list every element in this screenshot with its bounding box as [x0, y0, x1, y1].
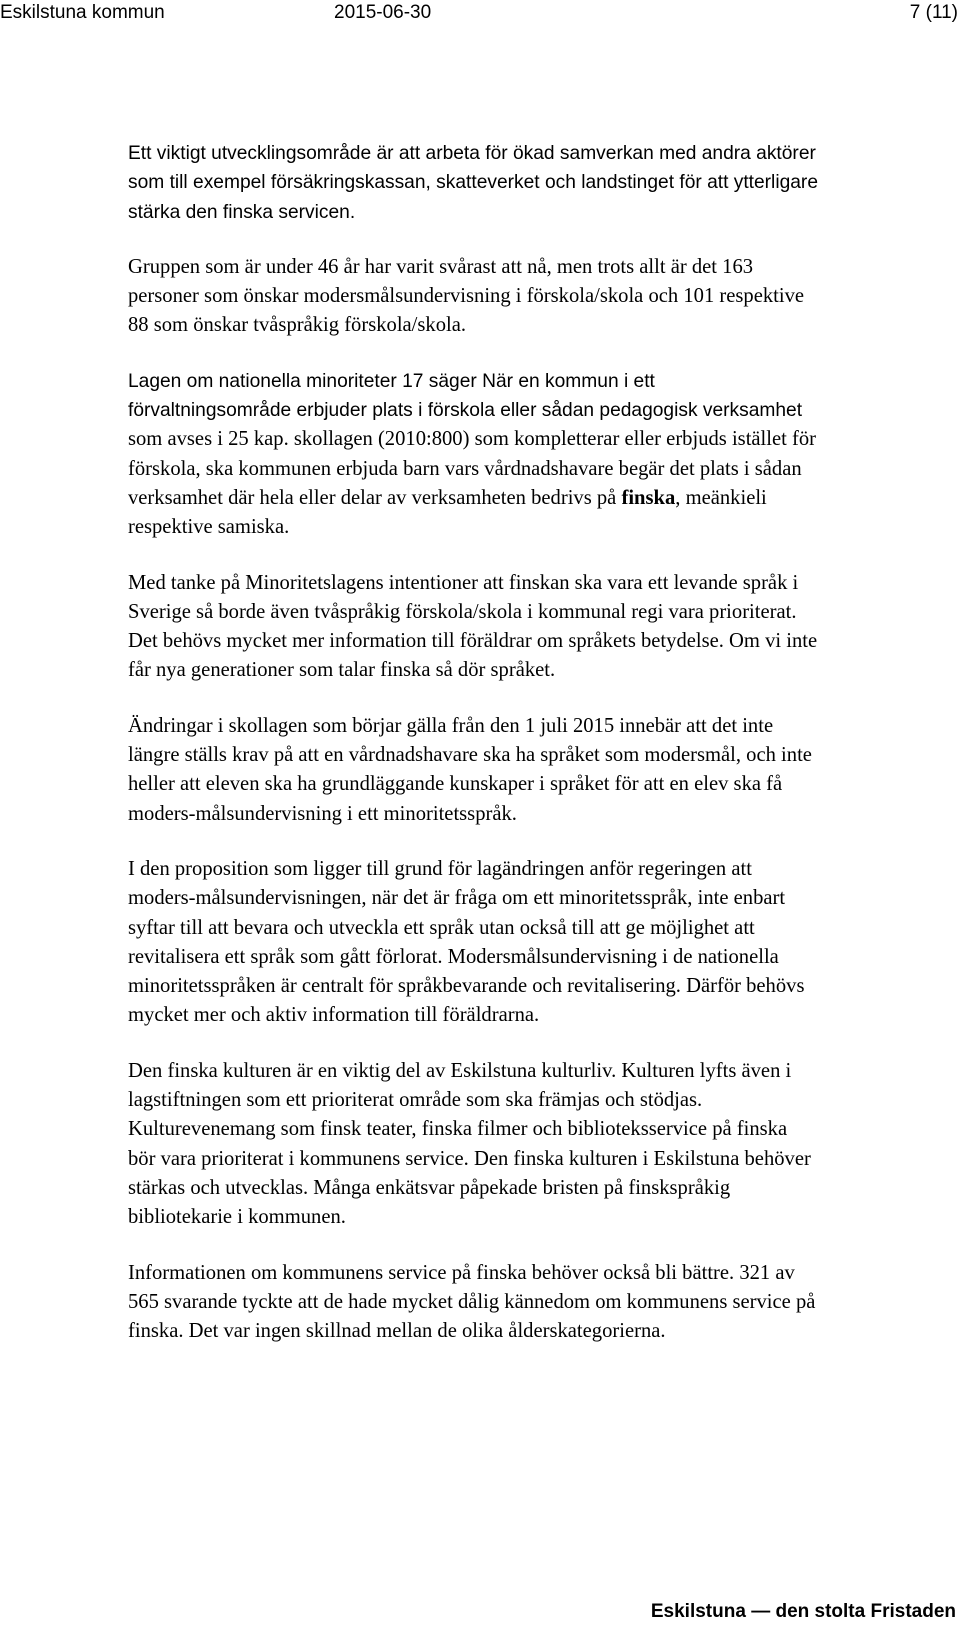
- paragraph-line: 565 svarande tyckte att de hade mycket dålig kännedom om kommunens service på: [128, 1290, 816, 1313]
- paragraph-line: revitalisera ett språk som gått förlorat. Modersmålsundervisning i de nationella: [128, 945, 779, 968]
- paragraph-line: Det behövs mycket mer information till föräldrar om språkets betydelse. Om vi inte: [128, 630, 818, 653]
- paragraph-line: 88 som önskar tvåspråkig förskola/skola.: [128, 314, 467, 337]
- paragraph-line: mycket mer och aktiv information till föräldrarna.: [128, 1004, 540, 1027]
- paragraph-line: syftar till att bevara och utveckla ett språk utan också till att ge möjlighet att: [128, 916, 755, 939]
- paragraph-line: respektive samiska.: [128, 516, 290, 539]
- paragraph-line: som avses i 25 kap. skollagen (2010:800) som kompletterar eller erbjuds istället för: [128, 428, 817, 451]
- paragraph-line-with-bold: [128, 484, 960, 513]
- paragraph-1: [128, 139, 960, 227]
- paragraph-line: Lagen om nationella minoriteter 17 säger När en kommun i ett: [128, 370, 655, 392]
- paragraph-line: I den proposition som ligger till grund för lagändringen anför regeringen att: [128, 857, 752, 880]
- line-tail: , meänkieli: [675, 486, 767, 509]
- paragraph-line: Kulturevenemang som finsk teater, finska filmer och biblioteksservice på finska: [128, 1118, 788, 1141]
- paragraph-line: förskola, ska kommunen erbjuda barn vars vårdnadshavare begär det plats i sådan: [128, 457, 802, 480]
- paragraph-3: [128, 367, 960, 543]
- paragraph-5: [128, 712, 960, 829]
- document-body: [128, 139, 960, 1372]
- paragraph-line: finska. Det var ingen skillnad mellan de olika ålderskategorierna.: [128, 1320, 666, 1343]
- paragraph-line: längre ställs krav på att en vårdnadshavare ska ha språket som modersmål, och inte: [128, 744, 812, 767]
- footer-slogan: Eskilstuna — den stolta Fristaden: [650, 1601, 956, 1622]
- paragraph-line: stärka den finska servicen.: [128, 201, 356, 223]
- paragraph-line: Ändringar i skollagen som börjar gälla från den 1 juli 2015 innebär att det inte: [128, 714, 774, 737]
- paragraph-line: moders-målsundervisningen, när det är fråga om ett minoritetsspråk, inte enbart: [128, 887, 786, 910]
- paragraph-line: lagstiftningen som ett prioriterat område som ska främjas och stödjas.: [128, 1089, 703, 1112]
- paragraph-line: Sverige så borde även tvåspråkig förskola/skola i kommunal regi vara prioriterat.: [128, 600, 797, 623]
- paragraph-8: [128, 1259, 960, 1347]
- paragraph-line: Den finska kulturen är en viktig del av Eskilstuna kulturliv. Kulturen lyfts även i: [128, 1059, 792, 1082]
- paragraph-line: får nya generationer som talar finska så dör språket.: [128, 659, 556, 682]
- paragraph-line: Ett viktigt utvecklingsområde är att arbeta för ökad samverkan med andra aktörer: [128, 143, 816, 164]
- paragraph-line: som till exempel försäkringskassan, skatteverket och landstinget för att ytterligare: [128, 172, 818, 194]
- paragraph-line: heller att eleven ska ha grundläggande kunskaper i språket för att en elev ska få: [128, 773, 783, 796]
- bold-word: finska: [621, 486, 676, 509]
- paragraph-line: moders-målsundervisning i ett minoritetsspråk.: [128, 802, 517, 825]
- paragraph-line: minoritetsspråken är centralt för språkbevarande och revitalisering. Därför behövs: [128, 975, 805, 998]
- paragraph-7: [128, 1057, 960, 1233]
- paragraph-line: bör vara prioriterat i kommunens service. Den finska kulturen i Eskilstuna behöver: [128, 1147, 811, 1170]
- paragraph-line: bibliotekarie i kommunen.: [128, 1206, 346, 1229]
- header-organization: Eskilstuna kommun: [0, 2, 165, 23]
- line-text: verksamhet där hela eller delar av verksamheten bedrivs på: [128, 486, 617, 509]
- paragraph-line: Informationen om kommunens service på finska behöver också bli bättre. 321 av: [128, 1261, 795, 1284]
- header-date: 2015-06-30: [334, 2, 432, 23]
- paragraph-line: förvaltningsområde erbjuder plats i förskola eller sådan pedagogisk verksamhet: [128, 400, 803, 422]
- paragraph-line: stärkas och utvecklas. Många enkätsvar påpekade bristen på finskspråkig: [128, 1176, 731, 1199]
- paragraph-line: Med tanke på Minoritetslagens intentioner att finskan ska vara ett levande språk i: [128, 571, 799, 594]
- paragraph-2: [128, 253, 960, 341]
- paragraph-6: [128, 855, 960, 1031]
- paragraph-4: [128, 569, 960, 686]
- paragraph-line: Gruppen som är under 46 år har varit svårast att nå, men trots allt är det 163: [128, 255, 754, 278]
- paragraph-line: personer som önskar modersmålsundervisning i förskola/skola och 101 respektive: [128, 285, 805, 308]
- header-page-number: 7 (11): [909, 2, 958, 23]
